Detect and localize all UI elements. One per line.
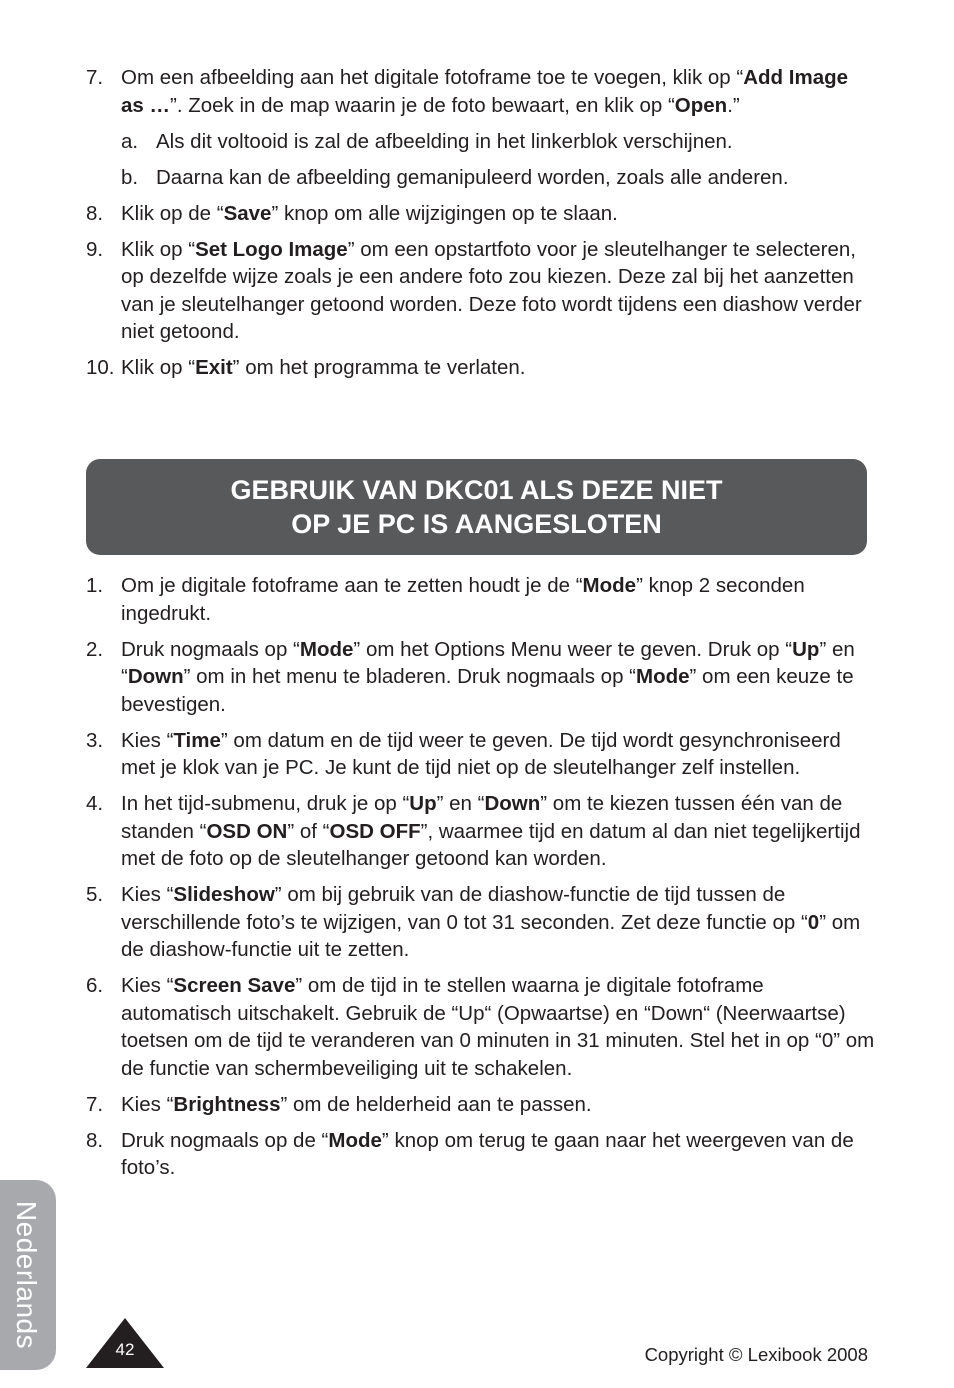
list-item [86,1127,876,1182]
copyright-notice: Copyright © Lexibook 2008 [644,1344,868,1365]
list-item-text: Om een afbeelding aan het digitale fotoframe toe te voegen, klik op “ [121,66,744,89]
list-item-emphasis: Brightness [173,1092,281,1116]
language-tab-label: Nederlands [11,1200,42,1350]
list-item-text: ” om in het menu te bladeren. Druk nogmaals op “ [183,665,636,688]
section-banner [86,459,867,555]
page-number: 42 [115,1340,135,1359]
list-item-text: Druk nogmaals op de “ [121,1128,329,1152]
list-item-number: 3. [86,728,104,752]
list-item-emphasis: Mode [582,574,637,597]
list-item-text: ” om de tijd in te stellen waarna je digitale fotoframe automatisch uitschakelt. Gebruik de “Up“ (Opwaartse) en “Down“ (Neerwaartse) toetsen om de tijd te veranderen van 0 minuten in 31 minuten. Stel het in op “0” om de functie van schermbeveiliging uit te schakelen. [121,974,875,1080]
list-item [86,790,876,873]
list-item [86,727,876,782]
list-item-emphasis: Add Image as … [121,66,849,117]
list-item-text: ” om een keuze te bevestigen. [121,665,854,716]
list-item-text: ” om datum en de tijd weer te geven. De tijd wordt gesynchroniseerd met je klok van je PC. Je kunt de tijd niet op de sleutelhanger zelf instellen. [121,728,841,779]
list-item-emphasis: Mode [299,637,354,661]
list-item-number: 1. [86,574,104,597]
list-item-text: ” om het Options Menu weer te geven. Druk op “ [353,637,793,661]
list-item [86,636,876,719]
section-heading-line-1: GEBRUIK VAN DKC01 ALS DEZE NIET [230,475,723,505]
list-item-text: Kies “ [121,1092,174,1116]
list-item-text: ” om te kiezen tussen één van de standen “ [121,792,843,843]
list-item-text: Kies “ [121,883,174,906]
instruction-list-top [86,64,876,390]
list-item-number: a. [121,129,139,153]
list-item-number: 10. [86,356,115,379]
list-item-emphasis: OSD OFF [329,819,421,843]
list-item-text: .” [727,93,740,117]
list-item-number: 9. [86,237,104,261]
list-item-emphasis: Save [223,201,272,225]
list-item-emphasis: Down [127,665,184,688]
list-item-emphasis: Up [792,637,820,661]
list-item-text: Om je digitale fotoframe aan te zetten houdt je de “ [121,574,583,597]
list-item-emphasis: Down [484,792,541,815]
list-item-emphasis: Mode [636,665,690,688]
list-item-text: ”, waarmee tijd en datum al dan niet tegelijkertijd met de foto op de sleutelhanger getoond kan worden. [121,819,861,870]
list-item [86,200,876,228]
list-item-text: Klik op “ [121,356,196,379]
list-item-text: ” en “ [436,792,485,815]
list-item-text: ” knop 2 seconden ingedrukt. [121,574,805,625]
list-item-text: ” of “ [287,819,330,843]
list-item-text: Als dit voltooid is zal de afbeelding in het linkerblok verschijnen. [156,129,733,153]
list-item-emphasis: Time [173,728,221,752]
list-item-text: Klik op de “ [121,201,224,225]
list-item-text: ” om een opstartfoto voor je sleutelhanger te selecteren, op dezelfde wijze zoals je een andere foto zou kiezen. Deze zal bij het aanzetten van je sleutelhanger getoond worden. Deze foto wordt tijdens een diashow verder niet getoond. [121,237,862,343]
list-item-emphasis: Exit [195,356,233,379]
section-heading [230,473,722,541]
list-item-text: ” om bij gebruik van de diashow-functie de tijd tussen de verschillende foto’s te wijzigen, van 0 tot 31 seconden. Zet deze functie op “ [121,883,808,934]
list-item [86,881,876,964]
list-item-emphasis: Set Logo Image [195,237,348,261]
list-item [86,354,876,382]
list-item [86,64,876,119]
list-item-number: 8. [86,1128,104,1152]
sub-list-item [86,128,876,156]
list-item-text: ” om de helderheid aan te passen. [280,1092,592,1116]
list-item-emphasis: Screen Save [173,974,296,997]
list-item-emphasis: Open [674,93,728,117]
list-item-number: 8. [86,201,104,225]
list-item-text: ” knop om alle wijzigingen op te slaan. [271,201,618,225]
list-item-text: ” en “ [121,637,855,688]
sub-list-item [86,164,876,192]
list-item-text: Klik op “ [121,237,196,261]
list-item-text: Druk nogmaals op “ [121,637,300,661]
list-item-text: ” om het programma te verlaten. [232,356,526,379]
list-item-emphasis: Mode [328,1128,382,1152]
list-item-number: 2. [86,637,104,661]
list-item [86,972,876,1082]
list-item-number: 4. [86,792,104,815]
list-item-emphasis: 0 [807,910,820,934]
list-item-emphasis: OSD ON [206,819,288,843]
list-item-emphasis: Up [409,792,437,815]
list-item-emphasis: Slideshow [173,883,275,906]
list-item [86,572,876,627]
list-item-text: ” om de diashow-functie uit te zetten. [121,910,861,961]
list-item-text: Kies “ [121,728,174,752]
list-item-text: ”. Zoek in de map waarin je de foto bewaart, en klik op “ [170,93,675,117]
list-item [86,236,876,346]
list-item-number: b. [121,165,139,189]
list-item-text: Daarna kan de afbeelding gemanipuleerd worden, zoals alle anderen. [156,165,789,189]
list-item-number: 5. [86,883,104,906]
list-item [86,1091,876,1119]
list-item-number: 7. [86,1092,104,1116]
section-heading-line-2: OP JE PC IS AANGESLOTEN [291,509,662,539]
list-item-text: Kies “ [121,974,174,997]
list-item-text: In het tijd-submenu, druk je op “ [121,792,410,815]
list-item-number: 7. [86,66,104,89]
list-item-number: 6. [86,974,104,997]
list-item-text: ” knop om terug te gaan naar het weergeven van de foto’s. [121,1128,854,1179]
instruction-list-main [86,572,876,1190]
